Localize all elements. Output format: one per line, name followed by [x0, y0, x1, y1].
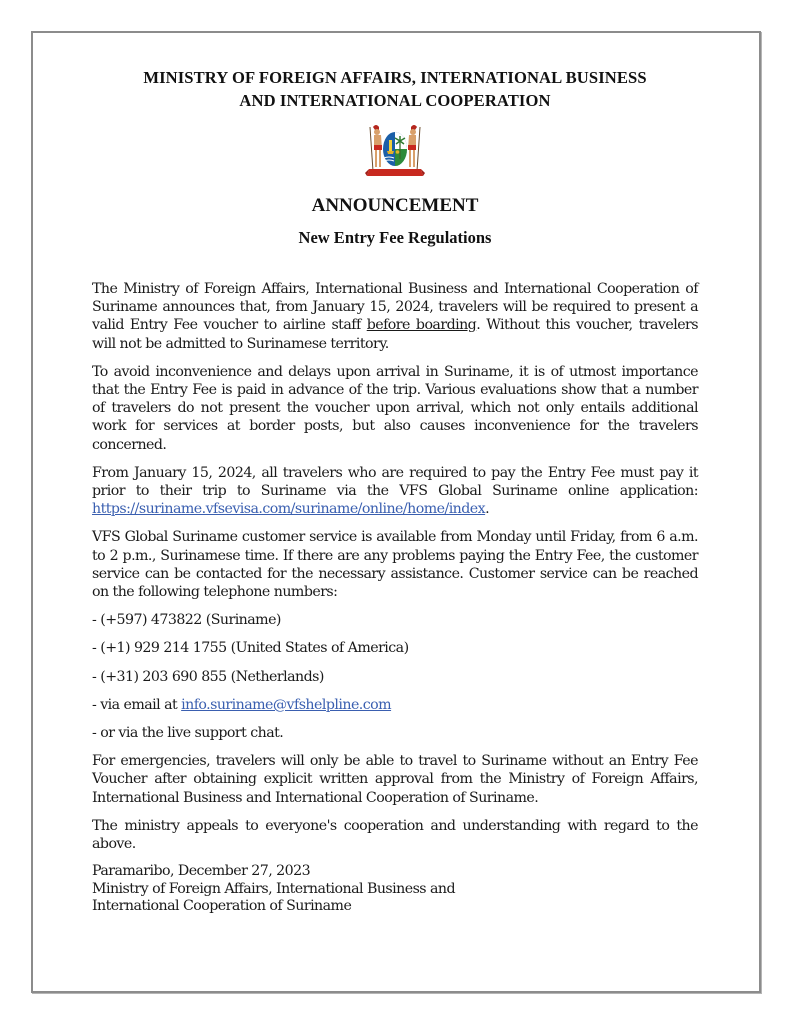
ministry-heading-line2: AND INTERNATIONAL COOPERATION	[239, 91, 551, 110]
email-link[interactable]: info.suriname@vfshelpline.com	[181, 696, 392, 713]
suriname-coat-of-arms-icon	[364, 121, 426, 183]
before-boarding-emphasis: before boarding	[366, 317, 477, 334]
contact-phone-usa: - (+1) 929 214 1755 (United States of America)	[92, 640, 409, 657]
paragraph-appeal: The ministry appeals to everyone's cooperation and understanding with regard to the above.	[92, 817, 698, 853]
paragraph-customer-service: VFS Global Suriname customer service is available from Monday until Friday, from 6 a.m. to 2 p.m., Surinamese time. If there are any problems paying the Entry Fee, the customer service can be contacted for the necessary assistance. Customer service can be reached on the following telephone numbers:	[92, 529, 698, 601]
vfs-application-link[interactable]: https://suriname.vfsevisa.com/suriname/online/home/index	[92, 501, 486, 518]
paragraph-advance-payment: To avoid inconvenience and delays upon arrival in Suriname, it is of utmost importance that the Entry Fee is paid in advance of the trip. Various evaluations show that a number of travelers do not present the voucher upon arrival, which not only entails additional work for services at border posts, but also causes inconvenience for the travelers concerned.	[92, 363, 698, 453]
paragraph-emergencies: For emergencies, travelers will only be able to travel to Suriname without an Entry Fee Voucher after obtaining explicit written approval from the Ministry of Foreign Affairs, International Business and International Cooperation of Suriname.	[92, 753, 698, 806]
announcement-title: ANNOUNCEMENT	[311, 195, 479, 216]
ministry-heading-line1: MINISTRY OF FOREIGN AFFAIRS, INTERNATIONAL BUSINESS	[143, 68, 647, 87]
paragraph-online-application	[92, 464, 698, 519]
contact-phone-suriname: - (+597) 473822 (Suriname)	[92, 612, 281, 629]
announcement-body	[92, 280, 698, 916]
contact-email	[92, 696, 698, 714]
document-content	[92, 66, 698, 916]
p3-text-before: From January 15, 2024, all travelers who are required to pay the Entry Fee must pay it prior to their trip to Suriname via the VFS Global Suriname online application:	[92, 464, 698, 500]
signature-line1: Ministry of Foreign Affairs, International Business and	[92, 880, 456, 897]
email-prefix: - via email at	[92, 696, 182, 713]
paragraph-voucher-requirement	[92, 280, 698, 353]
signature-place-date: Paramaribo, December 27, 2023	[92, 863, 311, 880]
signature-line2: International Cooperation of Suriname	[92, 898, 352, 915]
contact-live-chat: - or via the live support chat.	[92, 725, 284, 742]
ministry-heading	[92, 66, 698, 112]
p1-text-after: . Without this voucher, travelers will not be admitted to Surinamese territory.	[92, 317, 698, 352]
contact-phone-netherlands: - (+31) 203 690 855 (Netherlands)	[92, 668, 324, 685]
p3-text-after: .	[485, 501, 490, 518]
p1-text-before: The Ministry of Foreign Affairs, International Business and International Cooperation of Suriname announces that, from January 15, 2024, travelers will be required to present a valid Entry Fee voucher to airline staff	[92, 281, 698, 334]
announcement-subtitle: New Entry Fee Regulations	[298, 228, 492, 247]
